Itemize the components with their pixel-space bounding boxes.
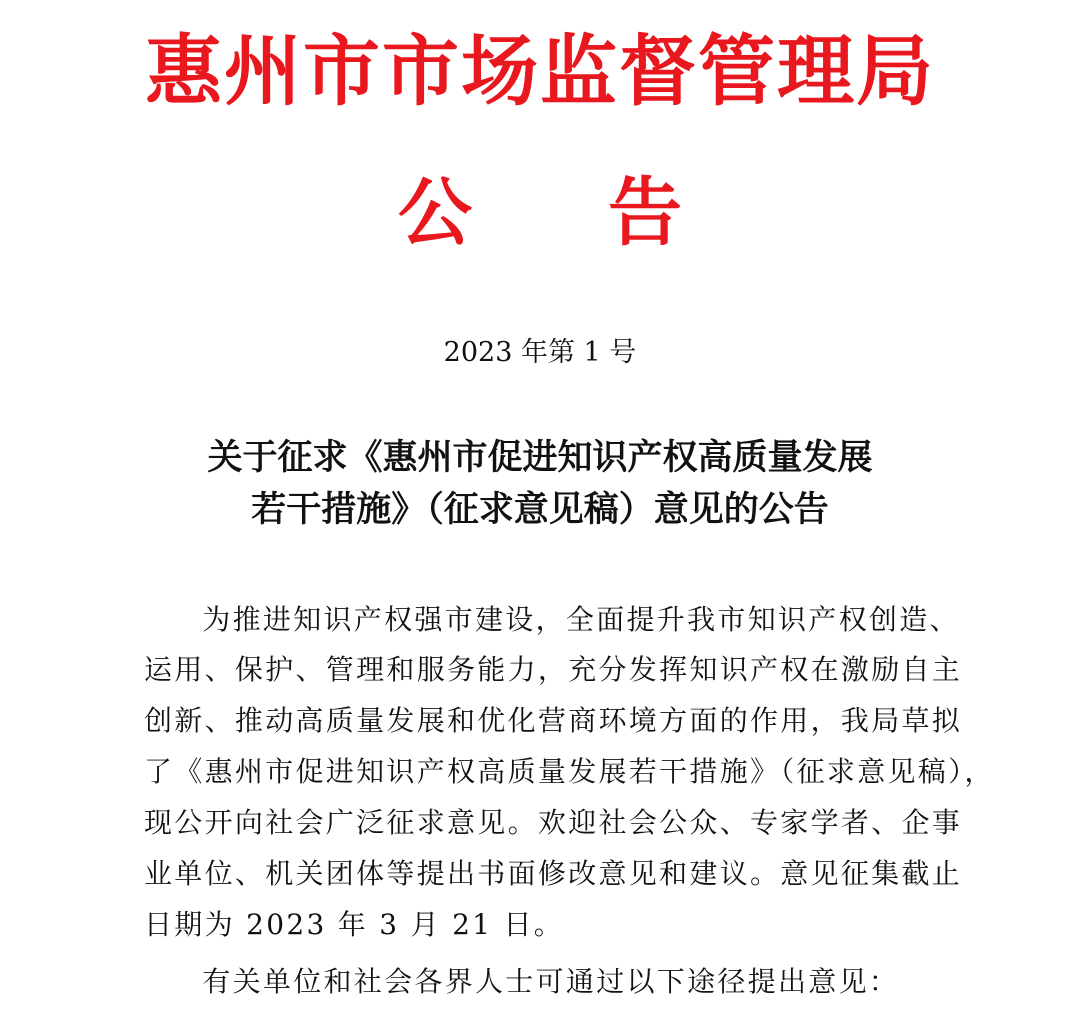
body-line: 运用、保护、管理和服务能力，充分发挥知识产权在激励自主 <box>144 653 963 686</box>
title-line-2: 若干措施》（征求意见稿）意见的公告 <box>251 489 829 530</box>
doc-type-char-2: 告 <box>608 170 682 256</box>
body-line: 业单位、机关团体等提出书面修改意见和建议。意见征集截止 <box>144 857 963 890</box>
document-title <box>0 432 1080 536</box>
body-line: 有关单位和社会各界人士可通过以下途径提出意见： <box>172 965 900 998</box>
body-line: 为推进知识产权强市建设，全面提升我市知识产权创造、 <box>172 603 960 636</box>
agency-header: 惠州市市场监督管理局 <box>145 27 935 117</box>
document-number: 2023 年第 1 号 <box>443 337 637 368</box>
title-line-1: 关于征求《惠州市促进知识产权高质量发展 <box>207 437 873 478</box>
body-line: 现公开向社会广泛征求意见。欢迎社会公众、专家学者、企事 <box>144 806 963 839</box>
document-type <box>0 168 1080 258</box>
body-line: 了《惠州市促进知识产权高质量发展若干措施》（征求意见稿）， <box>144 755 995 788</box>
body-line: 日期为 2023 年 3 月 21 日。 <box>144 908 565 941</box>
doc-type-char-1: 公 <box>398 170 472 256</box>
body-line: 创新、推动高质量发展和优化营商环境方面的作用，我局草拟 <box>144 704 963 737</box>
